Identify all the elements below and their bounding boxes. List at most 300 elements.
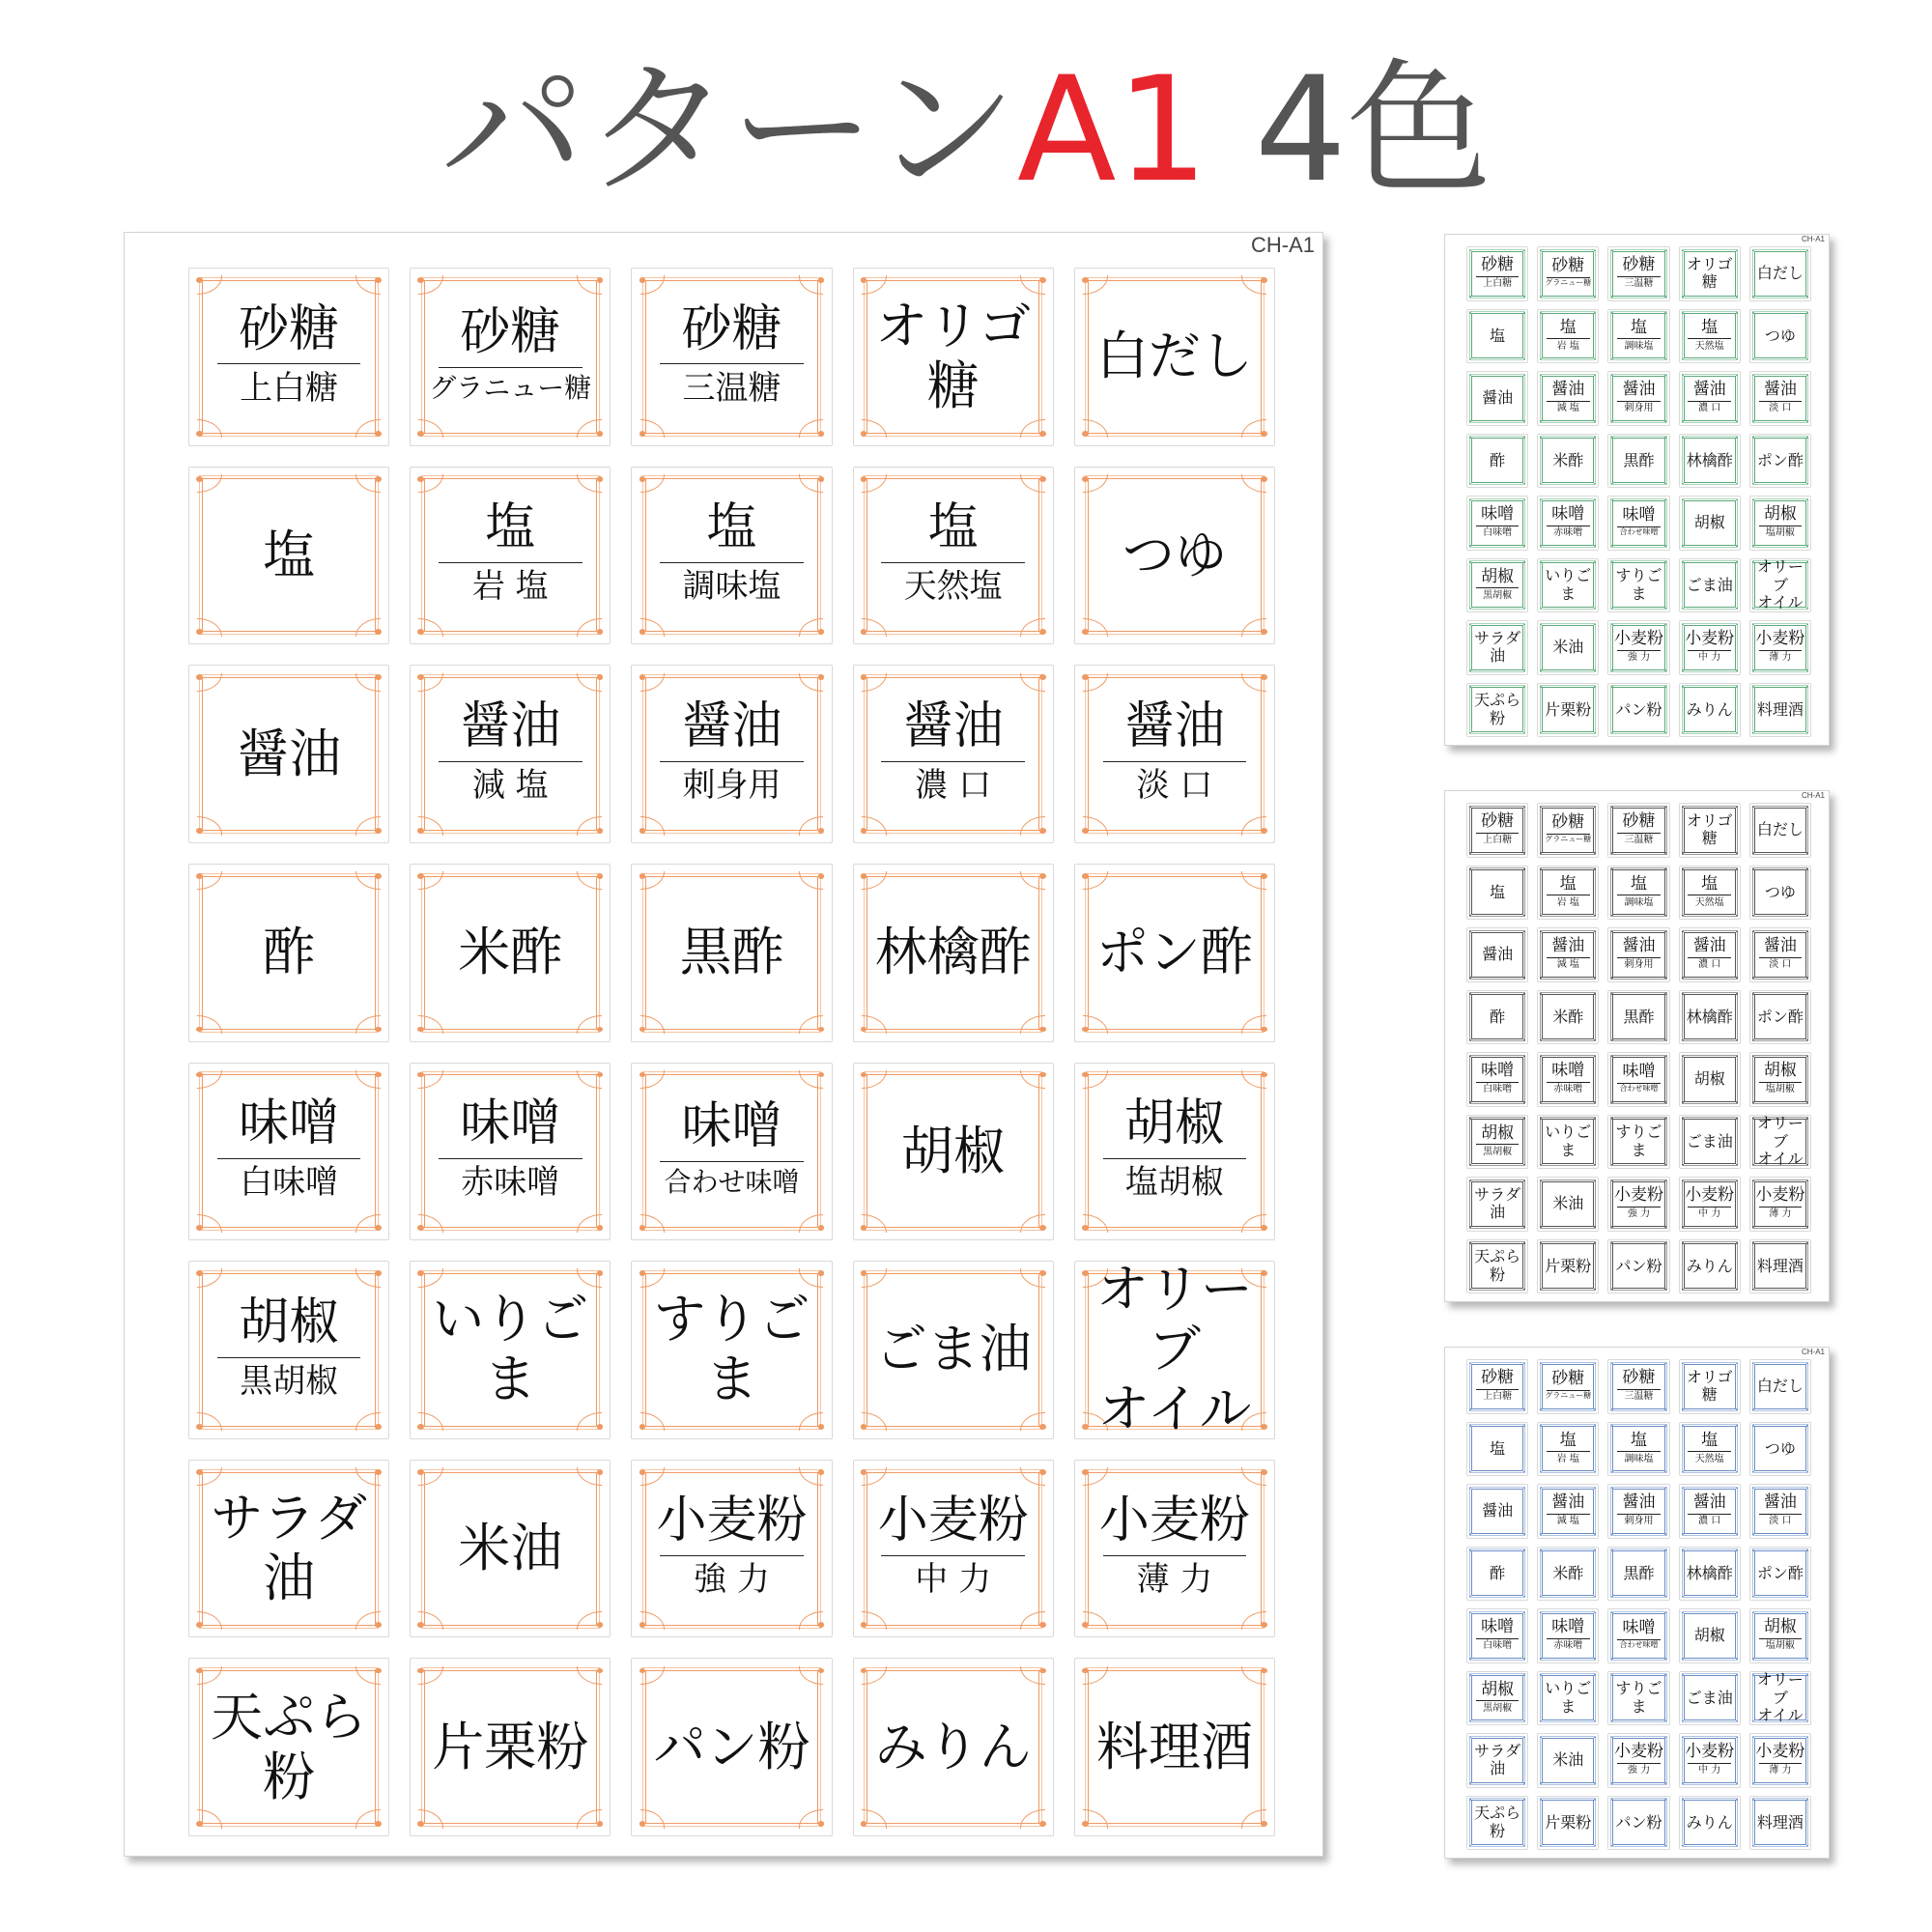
label-sub-text: 淡 口 [1136,765,1213,805]
label-sub-text: 刺身用 [1624,403,1654,414]
label-green-19 [1679,434,1741,489]
label-sub-text: 淡 口 [1769,959,1792,971]
label-content [1467,991,1527,1044]
label-blue-27 [1537,1671,1599,1726]
label-content [189,269,388,445]
label-content [1680,867,1740,920]
label-blue-6 [1466,1422,1528,1477]
label-sub-text: 刺身用 [682,765,781,805]
sheet-code: CH-A1 [1801,1348,1825,1356]
label-content [411,666,610,842]
label-sub-text: 淡 口 [1769,1516,1792,1527]
label-main-text: 醤油 [1692,936,1726,956]
label-blue-40 [1749,1796,1811,1851]
label-main-text: 胡椒 [239,1293,340,1351]
label-sub-text: 天然塩 [903,567,1003,607]
label-grid [188,268,1275,1836]
label-content [1608,247,1668,300]
label-main-text: 米酢 [1552,450,1584,469]
label-content [1467,1116,1527,1169]
label-orange-19 [853,864,1054,1042]
label-content [411,865,610,1041]
label-divider [1617,276,1661,277]
label-sub-text: 濃 口 [1698,403,1721,414]
label-main-text: 白だし [1756,1377,1804,1396]
label-sub-text: 合わせ味噌 [1619,1084,1659,1094]
label-content [1538,991,1598,1044]
sheet-gray [1444,790,1830,1302]
label-content [1538,928,1598,981]
label-sub-text: 赤味噌 [1553,527,1583,539]
label-content [1750,1178,1810,1231]
label-content [1538,804,1598,857]
label-divider [1103,1158,1246,1159]
label-sub-text: 三温糖 [1624,835,1654,846]
label-blue-21 [1466,1608,1528,1663]
label-content [854,468,1053,644]
label-main-text: 塩 [263,524,316,585]
label-main-text: 醤油 [460,696,561,755]
label-orange-5 [1074,268,1275,446]
label-main-text: 塩 [1559,317,1577,337]
label-divider [1759,1514,1803,1515]
label-orange-3 [631,268,832,446]
label-main-text: 小麦粉 [1755,1185,1805,1206]
label-orange-31 [188,1460,389,1638]
label-content [1538,621,1598,674]
label-divider [1759,401,1803,402]
label-main-text: オリーブ オイル [1756,1670,1804,1724]
label-main-text: 胡椒 [900,1120,1006,1181]
label-main-text: 小麦粉 [1685,629,1735,649]
label-content [854,1064,1053,1240]
label-main-text: 小麦粉 [1755,629,1805,649]
label-content [1538,684,1598,737]
label-content [1608,1116,1668,1169]
label-main-text: 酢 [1490,450,1506,469]
label-content [1467,435,1527,488]
label-content [1538,1485,1598,1538]
label-main-text: 米酢 [1552,1563,1584,1582]
label-gray-34 [1679,1177,1741,1232]
label-blue-14 [1679,1484,1741,1539]
label-content [1467,1609,1527,1662]
label-main-text: 黒酢 [1623,450,1655,469]
label-main-text: 酢 [1490,1563,1506,1582]
label-content [632,1461,831,1637]
label-gray-17 [1537,990,1599,1045]
label-content [1075,1659,1274,1835]
label-content [1608,1797,1668,1850]
label-green-23 [1607,496,1669,551]
label-divider [1617,650,1661,651]
label-main-text: 片栗粉 [1545,1812,1592,1832]
label-content [1680,1053,1740,1106]
label-content [1075,666,1274,842]
label-blue-13 [1607,1484,1669,1539]
label-gray-9 [1679,866,1741,921]
label-divider [217,1158,360,1159]
label-main-text: パン粉 [1615,1256,1662,1275]
label-main-text: 小麦粉 [656,1492,808,1550]
label-main-text: ごま油 [874,1319,1032,1380]
label-gray-33 [1607,1177,1669,1232]
label-main-text: 小麦粉 [1685,1742,1735,1762]
label-sub-text: 黒胡椒 [1483,1702,1513,1714]
label-main-text: すりごま [1615,1122,1662,1159]
label-content [1467,310,1527,363]
label-content [1608,1609,1668,1662]
label-blue-4 [1679,1359,1741,1414]
label-sub-text: 天然塩 [1694,1453,1724,1464]
label-sub-text: 岩 塩 [1556,896,1579,908]
label-green-10 [1749,309,1811,364]
label-divider [1103,761,1246,762]
label-orange-24 [853,1063,1054,1241]
label-green-2 [1537,246,1599,301]
label-main-text: 米酢 [458,922,563,983]
label-main-text: 醤油 [1763,936,1797,956]
label-sub-text: 薄 力 [1136,1560,1213,1600]
label-content [1538,1360,1598,1413]
label-main-text: 砂糖 [1622,811,1656,832]
label-main-text: 胡椒 [1481,566,1515,586]
label-blue-1 [1466,1359,1528,1414]
label-main-text: 塩 [1490,1438,1506,1458]
label-content [1750,559,1810,612]
label-orange-29 [853,1261,1054,1439]
label-green-31 [1466,620,1528,675]
label-content [632,666,831,842]
label-main-text: 塩 [1559,873,1577,894]
label-divider [1688,957,1731,958]
label-content [1680,1797,1740,1850]
label-sub-text: 黒胡椒 [1483,589,1513,601]
label-main-text: 白だし [1756,264,1804,283]
label-main-text: 味噌 [1481,1617,1515,1637]
label-blue-39 [1679,1796,1741,1851]
label-content [189,865,388,1041]
label-main-text: つゆ [1764,882,1796,901]
label-main-text: つゆ [1764,1438,1796,1458]
label-main-text: パン粉 [653,1716,810,1777]
label-content [411,1064,610,1240]
label-orange-7 [410,467,611,645]
label-green-6 [1466,309,1528,364]
label-divider [1476,1144,1520,1145]
label-gray-8 [1607,866,1669,921]
page-title-accent: A1 [1016,46,1208,214]
label-divider [1617,401,1661,402]
label-main-text: オリゴ糖 [1686,810,1733,848]
label-content [1075,1262,1274,1438]
label-orange-21 [188,1063,389,1241]
label-main-text: 砂糖 [1481,255,1515,275]
label-main-text: みりん [874,1716,1032,1777]
label-content [1680,1360,1740,1413]
label-content [1538,1797,1598,1850]
label-divider [1547,957,1590,958]
label-main-text: 小麦粉 [1613,1185,1663,1206]
label-content [1608,1423,1668,1476]
label-main-text: 砂糖 [1551,812,1585,833]
label-orange-4 [853,268,1054,446]
label-blue-29 [1679,1671,1741,1726]
label-blue-16 [1466,1547,1528,1602]
label-divider [1103,1555,1246,1556]
label-main-text: 胡椒 [1763,1061,1797,1081]
label-main-text: 醤油 [681,696,782,755]
label-content [1467,372,1527,425]
label-green-1 [1466,246,1528,301]
label-orange-9 [853,467,1054,645]
label-gray-40 [1749,1239,1811,1294]
label-content [1608,559,1668,612]
label-green-12 [1537,371,1599,426]
label-orange-12 [410,665,611,843]
label-main-text: 米油 [1552,1194,1584,1213]
label-orange-38 [631,1658,832,1836]
label-divider [1617,1763,1661,1764]
label-content [1750,1672,1810,1725]
label-content [1750,1797,1810,1850]
label-main-text: 小麦粉 [1685,1185,1735,1206]
label-main-text: 醤油 [1551,936,1585,956]
label-green-13 [1607,371,1669,426]
label-content [189,666,388,842]
label-green-5 [1749,246,1811,301]
label-orange-8 [631,467,832,645]
label-sub-text: 上白糖 [240,368,339,408]
label-main-text: サラダ油 [1474,1184,1521,1222]
label-content [1680,1178,1740,1231]
label-content [1467,1548,1527,1601]
label-content [854,1659,1053,1835]
label-main-text: 醤油 [1123,696,1225,755]
label-blue-19 [1679,1547,1741,1602]
label-blue-17 [1537,1547,1599,1602]
label-orange-22 [410,1063,611,1241]
label-gray-23 [1607,1052,1669,1107]
label-sub-text: 三温糖 [1624,278,1654,290]
label-content [1750,1734,1810,1787]
label-divider [881,1555,1024,1556]
label-content [1750,1548,1810,1601]
label-main-text: 味噌 [681,1097,782,1156]
label-gray-7 [1537,866,1599,921]
label-main-text: 砂糖 [1622,255,1656,275]
label-sub-text: 薄 力 [1769,1765,1792,1776]
label-main-text: 片栗粉 [1545,1256,1592,1275]
label-sub-text: 減 塩 [471,765,549,805]
label-gray-28 [1607,1115,1669,1170]
label-sub-text: 三温糖 [682,368,781,408]
label-content [1467,1672,1527,1725]
label-content [1680,497,1740,550]
label-sub-text: 黒胡椒 [1483,1146,1513,1157]
label-orange-32 [410,1460,611,1638]
label-green-26 [1466,558,1528,613]
label-green-18 [1607,434,1669,489]
label-divider [1476,587,1520,588]
label-gray-30 [1749,1115,1811,1170]
label-gray-24 [1679,1052,1741,1107]
label-grid [1466,803,1811,1293]
label-green-39 [1679,683,1741,738]
label-content [1750,621,1810,674]
label-content [1680,1116,1740,1169]
label-main-text: 天ぷら粉 [1474,1804,1521,1840]
label-content [1467,804,1527,857]
label-main-text: 胡椒 [1693,1626,1725,1645]
label-green-20 [1749,434,1811,489]
label-content [1538,247,1598,300]
label-green-3 [1607,246,1669,301]
label-main-text: いりごま [1545,1122,1592,1159]
label-main-text: 砂糖 [1481,811,1515,832]
label-gray-32 [1537,1177,1599,1232]
label-content [1608,1178,1668,1231]
label-content [1680,804,1740,857]
label-divider [1547,1451,1590,1452]
label-content [1750,804,1810,857]
label-sub-text: 塩胡椒 [1765,1640,1795,1652]
label-sub-text: 濃 口 [1698,959,1721,971]
label-content [1467,247,1527,300]
label-main-text: 白だし [1095,326,1253,387]
label-gray-27 [1537,1115,1599,1170]
sheet-code: CH-A1 [1801,791,1825,800]
label-blue-38 [1607,1796,1669,1851]
label-blue-3 [1607,1359,1669,1414]
label-gray-20 [1749,990,1811,1045]
label-content [1075,1461,1274,1637]
label-main-text: 醤油 [1692,1492,1726,1513]
label-orange-34 [853,1460,1054,1638]
label-content [1467,1178,1527,1231]
label-green-7 [1537,309,1599,364]
label-content [1750,867,1810,920]
label-sub-text: 岩 塩 [471,567,549,607]
label-green-40 [1749,683,1811,738]
label-content [1750,310,1810,363]
label-blue-28 [1607,1671,1669,1726]
label-main-text: 天ぷら粉 [211,1686,368,1807]
label-main-text: 胡椒 [1481,1122,1515,1143]
label-divider [217,363,360,364]
label-main-text: 米油 [1552,638,1584,657]
label-main-text: オリゴ糖 [875,296,1032,417]
label-divider [1688,1207,1731,1208]
label-blue-7 [1537,1422,1599,1477]
label-content [1680,1672,1740,1725]
label-content [1538,372,1598,425]
page-title-main: パターン [440,46,1017,214]
label-gray-21 [1466,1052,1528,1107]
label-gray-10 [1749,866,1811,921]
label-gray-1 [1466,803,1528,858]
label-content [1538,1672,1598,1725]
label-orange-15 [1074,665,1275,843]
label-main-text: 塩 [1701,873,1719,894]
label-blue-33 [1607,1733,1669,1788]
label-main-text: 塩 [706,498,757,557]
label-orange-6 [188,467,389,645]
label-content [1750,1053,1810,1106]
label-main-text: 塩 [1490,882,1506,901]
label-blue-23 [1607,1608,1669,1663]
label-content [1608,684,1668,737]
label-main-text: 片栗粉 [1545,699,1592,719]
label-content [411,269,610,445]
label-main-text: 米油 [1552,1750,1584,1770]
label-blue-18 [1607,1547,1669,1602]
label-blue-11 [1466,1484,1528,1539]
label-main-text: 料理酒 [1756,1812,1804,1832]
label-main-text: みりん [1686,1812,1733,1832]
label-sub-text: 白味噌 [240,1163,339,1203]
label-sub-text: 上白糖 [1483,1391,1513,1403]
label-blue-30 [1749,1671,1811,1726]
label-divider [1759,1763,1803,1764]
label-content [632,865,831,1041]
label-main-text: 醤油 [237,723,342,784]
page-title-suffix: 4色 [1254,46,1492,214]
label-content [189,468,388,644]
label-blue-15 [1749,1484,1811,1539]
label-divider [1617,1514,1661,1515]
label-sub-text: 濃 口 [1698,1516,1721,1527]
label-green-22 [1537,496,1599,551]
label-gray-4 [1679,803,1741,858]
label-orange-17 [410,864,611,1042]
label-orange-14 [853,665,1054,843]
label-main-text: 塩 [1630,1430,1647,1450]
label-main-text: サラダ油 [211,1487,367,1609]
label-sub-text: グラニュー糖 [1545,278,1592,288]
label-blue-32 [1537,1733,1599,1788]
label-content [1750,497,1810,550]
label-green-8 [1607,309,1669,364]
label-green-29 [1679,558,1741,613]
label-divider [1617,338,1661,339]
label-main-text: ポン酢 [1756,1007,1804,1026]
label-main-text: 胡椒 [1693,1069,1725,1089]
label-orange-23 [631,1063,832,1241]
label-content [1680,1734,1740,1787]
label-gray-37 [1537,1239,1599,1294]
label-content [854,269,1053,445]
label-content [854,666,1053,842]
label-main-text: 砂糖 [239,299,340,358]
label-sub-text: 強 力 [694,1560,770,1600]
label-blue-12 [1537,1484,1599,1539]
label-content [1680,1609,1740,1662]
label-sub-text: 中 力 [1698,1208,1721,1220]
label-main-text: 小麦粉 [1613,629,1663,649]
label-main-text: ごま油 [1686,575,1733,594]
label-content [1680,1548,1740,1601]
label-content [1680,1423,1740,1476]
label-content [1750,1360,1810,1413]
label-main-text: 黒酢 [1623,1563,1655,1582]
label-sub-text: 中 力 [1698,1765,1721,1776]
label-main-text: 味噌 [1551,504,1585,525]
label-blue-35 [1749,1733,1811,1788]
label-blue-8 [1607,1422,1669,1477]
label-content [1467,1240,1527,1293]
label-sub-text: 上白糖 [1483,835,1513,846]
